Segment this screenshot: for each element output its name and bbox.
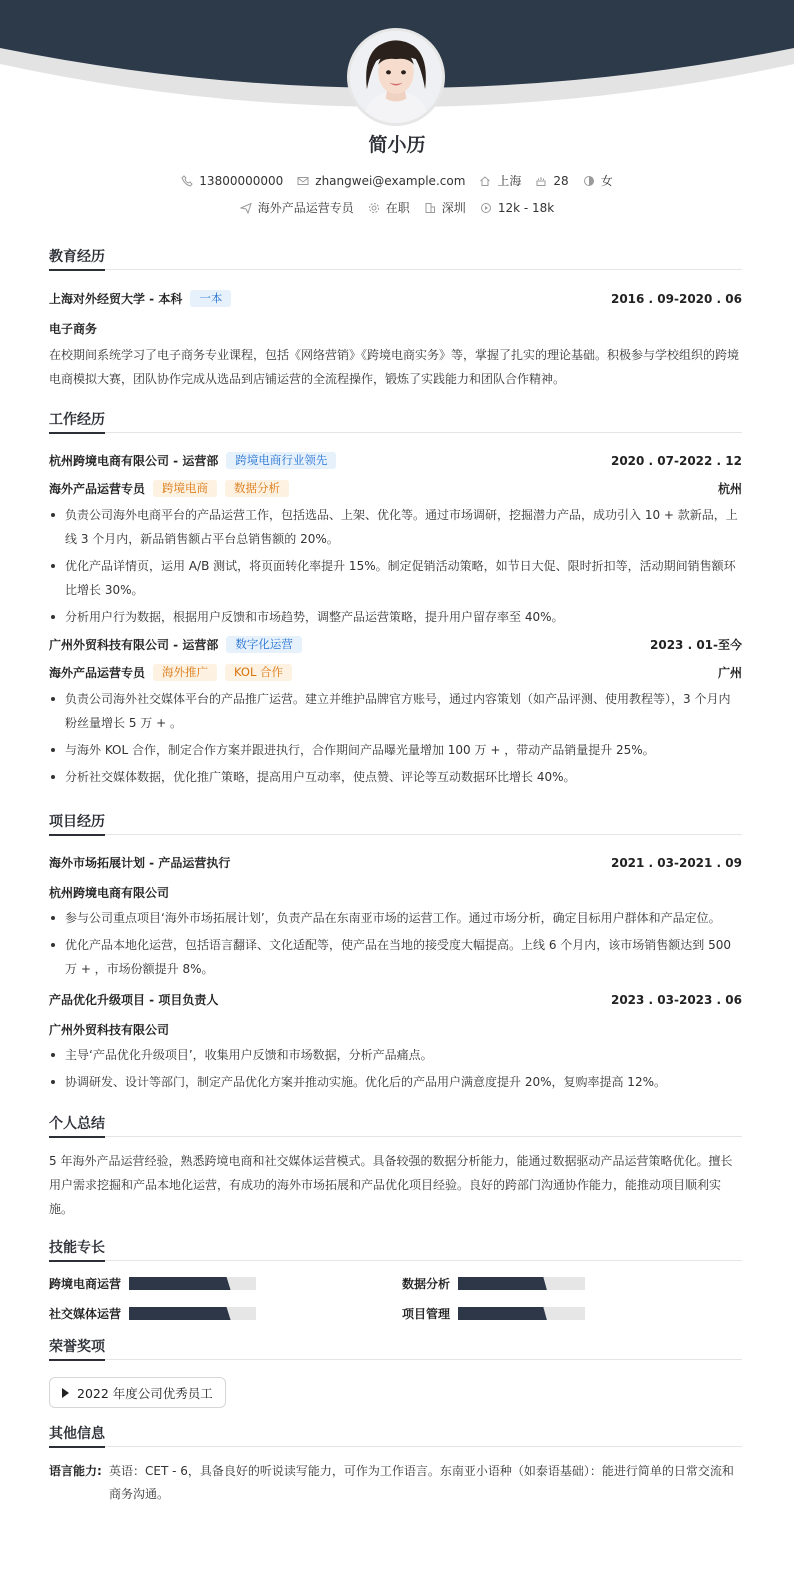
building-icon [424, 202, 436, 214]
awards-section [49, 1336, 742, 1408]
cake-icon [535, 175, 547, 187]
skill-label: 项目管理 [402, 1307, 451, 1321]
project-head [49, 854, 742, 871]
job-head [49, 636, 742, 653]
section-title: 教育经历 [49, 246, 742, 270]
project-name: 海外市场拓展计划 - 产品运营执行 [49, 856, 231, 870]
section-title: 工作经历 [49, 409, 742, 433]
contact-row [0, 172, 794, 189]
project-org: 广州外贸科技有限公司 [49, 1023, 170, 1037]
triangle-icon [62, 1388, 69, 1398]
project-bullets [49, 906, 742, 981]
list-item: 优化产品本地化运营，包括语言翻译、文化适配等，使产品在当地的接受度大幅提高。上线 6 个月内，该市场销售额达到 500 万 + ，市场份额提升 8%。 [49, 933, 742, 981]
section-title: 其他信息 [49, 1423, 742, 1447]
gender-icon [583, 175, 595, 187]
list-item: 参与公司重点项目‘海外市场拓展计划’，负责产品在东南亚市场的运营工作。通过市场分析，确定目标用户群体和产品定位。 [49, 906, 742, 930]
list-item: 协调研发、设计等部门，制定产品优化方案并推动实施。优化后的产品用户满意度提升 20%，复购率提高 12%。 [49, 1070, 742, 1094]
language-info [49, 1460, 742, 1506]
projects-section [49, 811, 742, 1094]
project-name: 产品优化升级项目 - 项目负责人 [49, 993, 219, 1007]
phone-info: 13800000000 [181, 174, 283, 188]
skill-fill [458, 1277, 547, 1290]
target-city-info: 深圳 [424, 199, 466, 216]
mail-icon [297, 175, 309, 187]
skill-fill [129, 1277, 231, 1290]
company-name: 杭州跨境电商有限公司 - 运营部 [49, 454, 219, 468]
award-label: 2022 年度公司优秀员工 [77, 1385, 213, 1401]
education-date: 2016 . 09-2020 . 06 [610, 291, 742, 306]
project-head [49, 991, 742, 1008]
candidate-name: 简小历 [368, 134, 426, 156]
job-intent-row [0, 199, 794, 216]
skills-grid [49, 1275, 742, 1322]
job-position-row [49, 664, 742, 681]
work-section [49, 409, 742, 789]
skill-item [402, 1275, 742, 1292]
project-date: 2021 . 03-2021 . 09 [610, 855, 742, 870]
job-head [49, 452, 742, 469]
gender-info: 女 [583, 172, 613, 189]
project-date: 2023 . 03-2023 . 06 [610, 992, 742, 1007]
section-title: 项目经历 [49, 811, 742, 835]
list-item: 分析用户行为数据，根据用户反馈和市场趋势，调整产品运营策略，提升用户留存率至 40%。 [49, 605, 742, 629]
skill-item [49, 1275, 402, 1292]
skill-bar [458, 1277, 585, 1290]
language-label: 语言能力: [49, 1464, 102, 1478]
job-city: 杭州 [717, 482, 742, 496]
list-item: 与海外 KOL 合作，制定合作方案并跟进执行，合作期间产品曝光量增加 100 万 + ，带动产品销量提升 25%。 [49, 738, 742, 762]
section-title: 技能专长 [49, 1237, 742, 1261]
school-tag: 一本 [190, 290, 231, 307]
skill-item [402, 1305, 742, 1322]
school-name: 上海对外经贸大学 - 本科 [49, 292, 183, 306]
target-job-info: 海外产品运营专员 [240, 199, 354, 216]
play-circle-icon [480, 202, 492, 214]
section-title: 荣誉奖项 [49, 1336, 742, 1360]
language-value: 英语：CET - 6，具备良好的听说读写能力，可作为工作语言。东南亚小语种（如泰语基础）：能进行简单的日常交流和商务沟通。 [109, 1464, 734, 1501]
job-tag: 海外推广 [153, 664, 217, 681]
skill-bar [458, 1307, 585, 1320]
status-info: 在职 [368, 199, 410, 216]
home-icon [479, 175, 491, 187]
send-icon [240, 202, 252, 214]
skill-label: 数据分析 [402, 1277, 451, 1291]
list-item: 负责公司海外社交媒体平台的产品推广运营。建立并维护品牌官方账号，通过内容策划（如产品评测、使用教程等），3 个月内粉丝量增长 5 万 + 。 [49, 687, 742, 735]
summary-text: 5 年海外产品运营经验，熟悉跨境电商和社交媒体运营模式。具备较强的数据分析能力，能通过数据驱动产品运营策略优化。擅长用户需求挖掘和产品本地化运营，有成功的海外市场拓展和产品优化项目经验。良好的跨部门沟通协作能力，能推动项目顺利实施。 [49, 1154, 733, 1216]
education-desc: 在校期间系统学习了电子商务专业课程，包括《网络营销》《跨境电商实务》等，掌握了扎实的理论基础。积极参与学校组织的跨境电商模拟大赛，团队协作完成从选品到店铺运营的全流程操作，锻炼了实践能力和团队合作精神。 [49, 348, 740, 386]
project-bullets [49, 1043, 742, 1094]
major: 电子商务 [49, 322, 98, 336]
company-tag: 跨境电商行业领先 [226, 452, 336, 469]
list-item: 主导‘产品优化升级项目’，收集用户反馈和市场数据，分析产品痛点。 [49, 1043, 742, 1067]
list-item: 负责公司海外电商平台的产品运营工作，包括选品、上架、优化等。通过市场调研，挖掘潜力产品，成功引入 10 + 款新品，上线 3 个月内，新品销售额占平台总销售额的 20%。 [49, 503, 742, 551]
company-tag: 数字化运营 [226, 636, 302, 653]
salary-info: 12k - 18k [480, 201, 554, 215]
job-tag: 数据分析 [225, 480, 289, 497]
project-org: 杭州跨境电商有限公司 [49, 886, 170, 900]
phone-icon [181, 175, 193, 187]
job-bullets [49, 503, 742, 629]
city-info: 上海 [479, 172, 521, 189]
job-position: 海外产品运营专员 [49, 482, 146, 496]
email-info: zhangwei@example.com [297, 174, 465, 188]
skill-item [49, 1305, 402, 1322]
skill-bar [129, 1277, 256, 1290]
education-section [49, 246, 742, 391]
skill-label: 社交媒体运营 [49, 1307, 122, 1321]
job-city: 广州 [717, 666, 742, 680]
job-position-row [49, 480, 742, 497]
job-tag: KOL 合作 [225, 664, 292, 681]
summary-section [49, 1113, 742, 1221]
education-head [49, 290, 742, 307]
skill-bar [129, 1307, 256, 1320]
job-bullets [49, 687, 742, 789]
age-info: 28 [535, 174, 568, 188]
company-name: 广州外贸科技有限公司 - 运营部 [49, 638, 219, 652]
skill-fill [458, 1307, 547, 1320]
job-date: 2023 . 01-至今 [650, 638, 742, 652]
skill-fill [129, 1307, 231, 1320]
award-item [49, 1377, 226, 1408]
resume-content [49, 246, 742, 1506]
skills-section [49, 1237, 742, 1322]
gear-icon [368, 202, 380, 214]
job-position: 海外产品运营专员 [49, 666, 146, 680]
skill-label: 跨境电商运营 [49, 1277, 122, 1291]
list-item: 优化产品详情页，运用 A/B 测试，将页面转化率提升 15%。制定促销活动策略，如节日大促、限时折扣等，活动期间销售额环比增长 30%。 [49, 554, 742, 602]
section-title: 个人总结 [49, 1113, 742, 1137]
other-section [49, 1423, 742, 1506]
avatar [347, 28, 445, 126]
job-tag: 跨境电商 [153, 480, 217, 497]
list-item: 分析社交媒体数据，优化推广策略，提高用户互动率，使点赞、评论等互动数据环比增长 40%。 [49, 765, 742, 789]
job-date: 2020 . 07-2022 . 12 [610, 453, 742, 468]
